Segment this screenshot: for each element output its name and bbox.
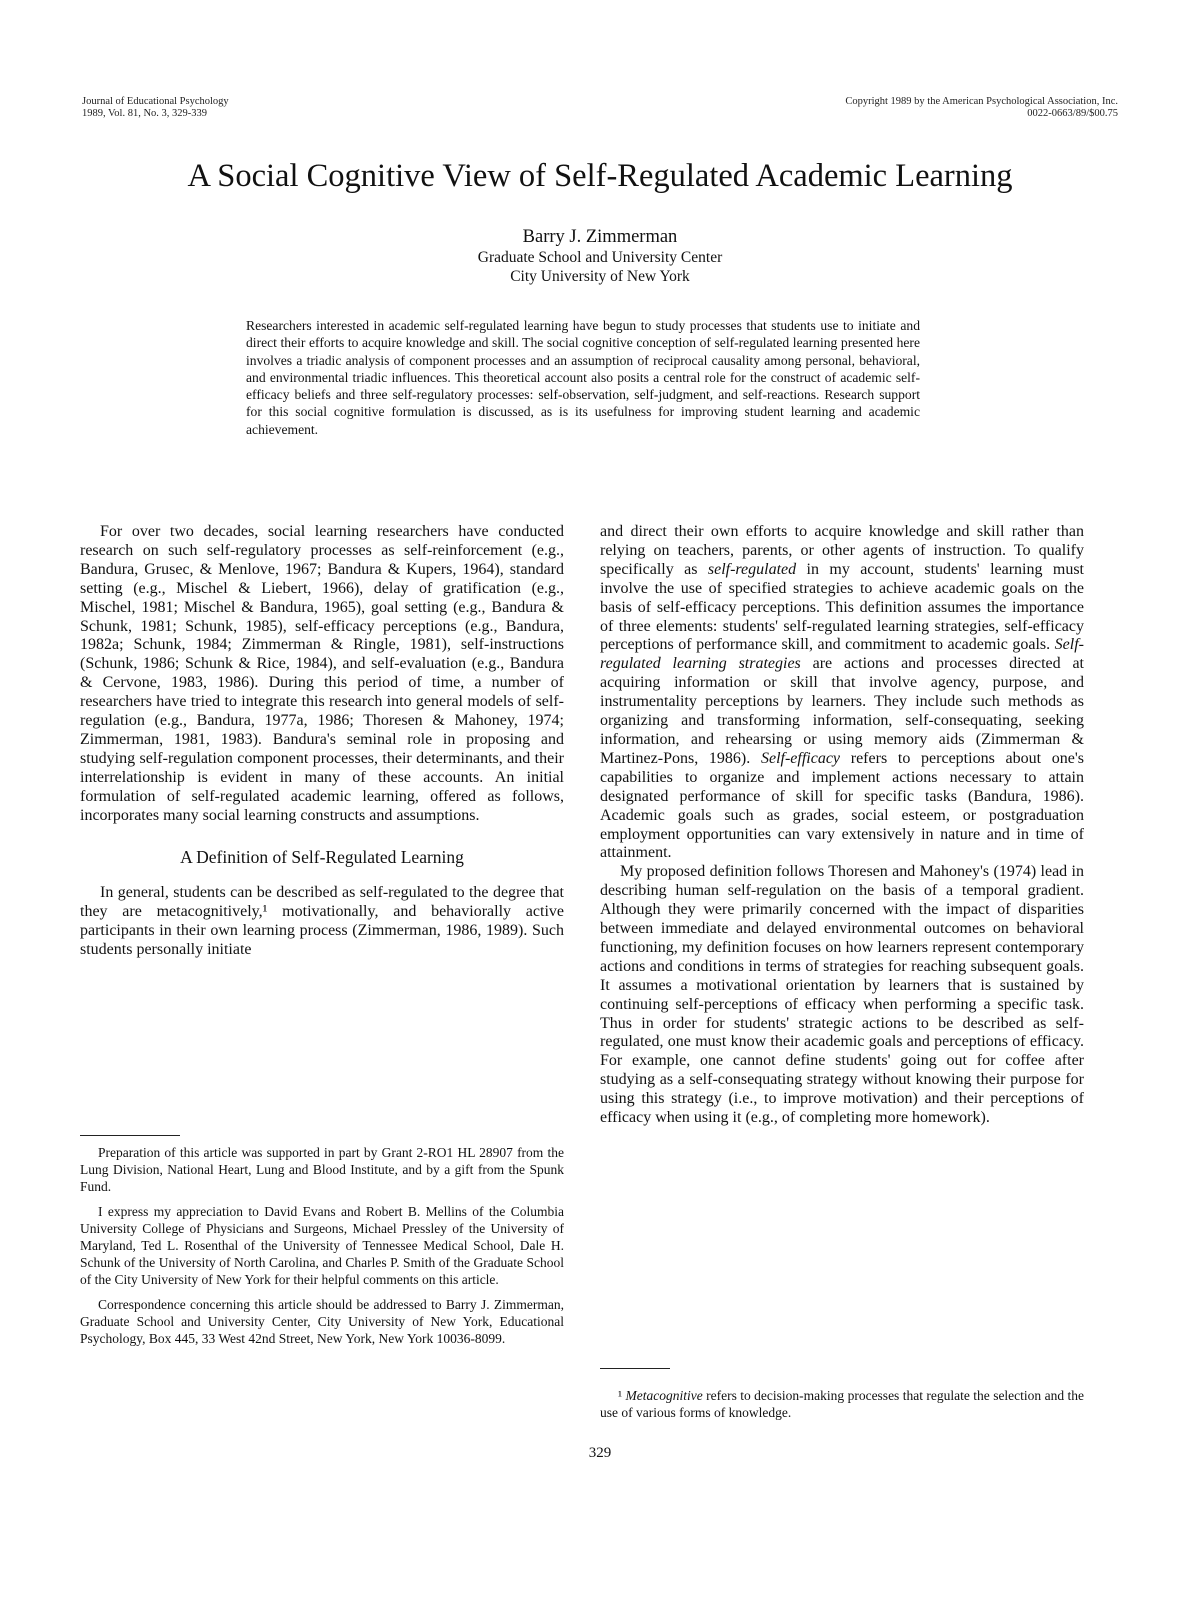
footnotes-left	[80, 1135, 564, 1347]
emphasis-term: Metacognitive	[625, 1388, 703, 1403]
journal-citation	[82, 96, 482, 120]
left-column	[80, 523, 564, 960]
author-institution: City University of New York	[510, 268, 690, 285]
abstract: Researchers interested in academic self-regulated learning have begun to study processes that students use to initiate and direct their efforts to acquire knowledge and skill. The social cognitive conception of self-regulated learning presented here involves a triadic analysis of component processes and an assumption of reciprocal causality among personal, behavioral, and environmental triadic influences. This theoretical account also posits a central role for the construct of academic self-efficacy beliefs and three self-regulatory processes: self-observation, self-judgment, and self-reactions. Research support for this social cognitive formulation is discussed, as is its usefulness for improving student learning and academic achievement.	[246, 318, 920, 437]
author-affiliation: Graduate School and University Center	[477, 249, 723, 266]
body-paragraph: In general, students can be described as self-regulated to the degree that they are metacognitively,¹ motivationally, and behaviorally active participants in their own learning process (Zimmerman, 1986, 1989). Such students personally initiate	[80, 884, 564, 959]
footnote: ¹ Metacognitive refers to decision-making processes that regulate the selection and the use of various forms of knowledge.	[600, 1388, 1084, 1421]
body-paragraph: For over two decades, social learning researchers have conducted research on such self-regulatory processes as self-reinforcement (e.g., Bandura, Grusec, & Menlove, 1967; Bandura & Kupers, 1964), standard setting (e.g., Mischel & Liebert, 1966), delay of gratification (e.g., Mischel, 1981; Mischel & Bandura, 1965), goal setting (e.g., Bandura & Schunk, 1981; Schunk, 1985), self-efficacy perceptions (e.g., Bandura, 1982a; Schunk, 1984; Zimmerman & Ringle, 1981), self-instructions (Schunk, 1986; Schunk & Rice, 1984), and self-evaluation (e.g., Bandura & Cervone, 1983, 1986). During this period of time, a number of researchers have tried to integrate this research into general models of self-regulation (e.g., Bandura, 1977a, 1986; Thoresen & Mahoney, 1974; Zimmerman, 1981, 1983). Bandura's seminal role in proposing and studying self-regulation component processes, their determinants, and their interrelationship is evident in many of these accounts. An initial formulation of self-regulated academic learning, offered as follows, incorporates many social learning constructs and assumptions.	[80, 523, 564, 824]
article-title: A Social Cognitive View of Self-Regulated Academic Learning	[187, 158, 1013, 194]
footnotes-right	[600, 1368, 1084, 1421]
page-number: 329	[588, 1445, 612, 1461]
author-block	[300, 226, 900, 286]
copyright-notice	[618, 96, 1118, 120]
footnote-rule	[80, 1135, 180, 1136]
footnote-marker: ¹	[618, 1388, 623, 1403]
emphasis-term: Self-efficacy	[760, 749, 841, 767]
footnote: Correspondence concerning this article should be addressed to Barry J. Zimmerman, Graduate School and University Center, City University of New York, Educational Psychology, Box 445, 33 West 42nd Street, New York, New York 10036-8099.	[80, 1296, 564, 1347]
journal-name: Journal of Educational Psychology	[82, 96, 229, 107]
right-column	[600, 523, 1084, 1128]
footnote: I express my appreciation to David Evans and Robert B. Mellins of the Columbia University College of Physicians and Surgeons, Michael Pressley of the University of Maryland, Ted L. Rosenthal of the University of Tennessee Medical School, Dale H. Schunk of the University of North Carolina, and Charles P. Smith of the Graduate School of the City University of New York for their helpful comments on this article.	[80, 1203, 564, 1288]
emphasis-term: Self-regulated learning strategies	[600, 636, 1084, 673]
journal-volume: 1989, Vol. 81, No. 3, 329-339	[82, 108, 208, 119]
emphasis-term: self-regulated	[707, 560, 797, 578]
section-heading: A Definition of Self-Regulated Learning	[180, 846, 464, 867]
body-paragraph: My proposed definition follows Thoresen and Mahoney's (1974) lead in describing human self-regulation on the basis of a temporal gradient. Although they were primarily concerned with the impact of disparities between immediate and delayed environmental outcomes on behavioral functioning, my definition focuses on how learners represent contemporary actions and conditions in terms of strategies for reaching subsequent goals. It assumes a motivational orientation by learners that is sustained by continuing self-perceptions of efficacy when performing a specific task. Thus in order for students' strategic actions to be described as self-regulated, one must know their academic goals and perceptions of efficacy. For example, one cannot define students' going out for coffee after studying as a self-consequating strategy without knowing their purpose for using this strategy (i.e., to improve motivation) and their perceptions of efficacy when using it (e.g., of completing more homework).	[600, 863, 1084, 1127]
issn-code: 0022-0663/89/$00.75	[1027, 108, 1118, 119]
body-paragraph: and direct their own efforts to acquire knowledge and skill rather than relying on teachers, parents, or other agents of instruction. To qualify specifically as self-regulated in my account, students' learning must involve the use of specified strategies to achieve academic goals on the basis of self-efficacy perceptions. This definition assumes the importance of three elements: students' self-regulated learning strategies, self-efficacy perceptions of performance skill, and commitment to academic goals. Self-regulated learning strategies are actions and processes directed at acquiring information or skill that involve agency, purpose, and instrumentality perceptions by learners. They include such methods as organizing and transforming information, self-consequating, seeking information, and rehearsing or using memory aids (Zimmerman & Martinez-Pons, 1986). Self-efficacy refers to perceptions about one's capabilities to organize and implement actions necessary to attain designated performance of skill for specific tasks (Bandura, 1986). Academic goals such as grades, social esteem, or postgraduation employment opportunities can vary extensively in nature and in time of attainment.	[600, 523, 1084, 862]
footnote: Preparation of this article was supported in part by Grant 2-RO1 HL 28907 from the Lung Division, National Heart, Lung and Blood Institute, and by a gift from the Spunk Fund.	[80, 1145, 564, 1195]
footnote-rule	[600, 1368, 670, 1369]
copyright-text: Copyright 1989 by the American Psychological Association, Inc.	[845, 96, 1118, 107]
author-name: Barry J. Zimmerman	[522, 227, 678, 247]
